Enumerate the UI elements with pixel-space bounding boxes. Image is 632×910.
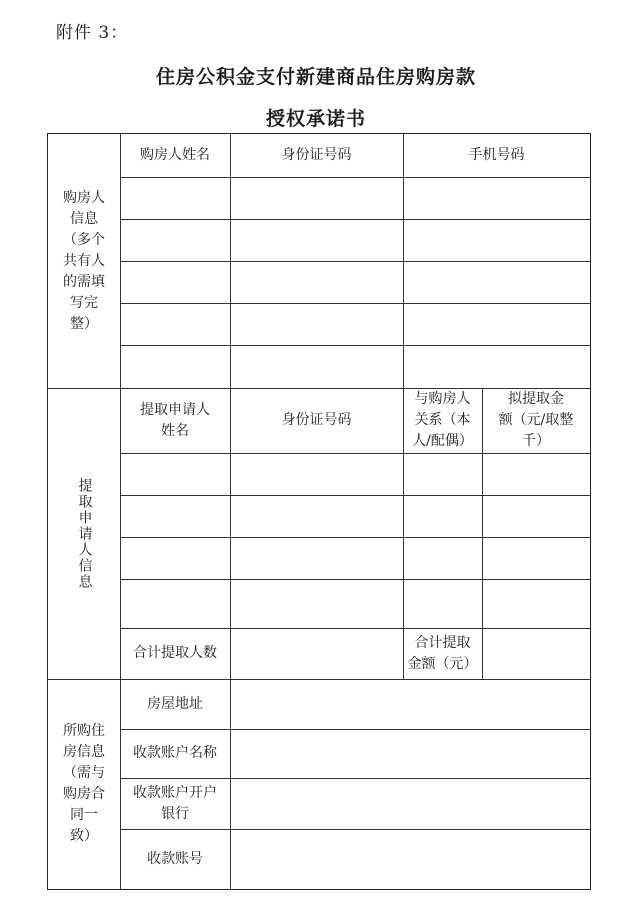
total-count-label: 合计提取人数 [133, 645, 217, 661]
account-name-label: 收款账户名称 [133, 745, 217, 761]
account-number-label: 收款账号 [147, 850, 203, 867]
attachment-label: 附件 3： [56, 23, 129, 43]
applicant-name-header: 提取申请人 姓名 [140, 401, 210, 439]
authorization-form-table [47, 133, 591, 890]
buyer-phone-header: 手机号码 [468, 147, 525, 163]
buyer-name-header: 购房人姓名 [140, 147, 210, 163]
document-subtitle: 授权承诺书 [265, 108, 366, 130]
total-amount-label: 合计提取 金额（元） [407, 634, 478, 672]
document-title: 住房公积金支付新建商品住房购房款 [155, 66, 476, 88]
withdraw-info-section-label [48, 388, 120, 679]
applicant-id-header: 身份证号码 [281, 412, 352, 428]
house-info-section-label: 所购住 房信息 （需与 购房合 同一 致） [63, 723, 105, 844]
buyer-info-section-label: 购房人 信息 （多个 共有人 的需填 写完 整） [63, 189, 105, 332]
house-address-label: 房屋地址 [147, 695, 203, 712]
withdraw-info-section-label-text: 提取申请人信息 [76, 477, 93, 590]
account-bank-label: 收款账户开户 银行 [133, 784, 217, 822]
buyer-id-header: 身份证号码 [281, 147, 352, 163]
relation-header: 与购房人 关系（本 人/配偶） [412, 391, 473, 449]
withdraw-amount-header: 拟提取金 额（元/取整 千） [498, 391, 574, 449]
